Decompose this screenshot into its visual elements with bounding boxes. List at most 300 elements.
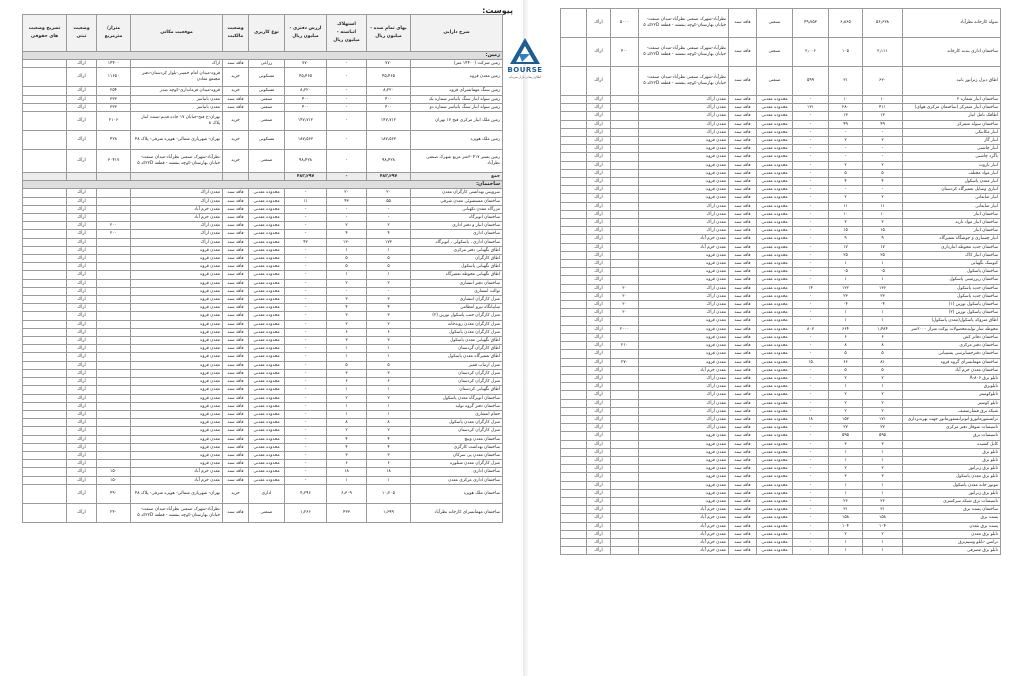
asset-description: ساختمان پاسکول توزین (۲) [903, 309, 1001, 317]
table-cell: معدن قروه [131, 460, 223, 468]
table-cell: محدوده معدنی [249, 378, 285, 386]
location-cell: معدن اراک [639, 202, 729, 210]
usage-cell: محدوده معدنی [757, 407, 793, 415]
depreciation-cell: ۵ [829, 169, 863, 177]
table-cell: اراک [67, 484, 97, 503]
location-cell: معدن اراک [639, 399, 729, 407]
table-cell: اراک [67, 271, 97, 279]
table-cell: - [285, 279, 327, 287]
table-row [561, 309, 1001, 317]
ownership-cell: فاقد سند [729, 374, 757, 382]
table-cell: فاقد سند [223, 246, 249, 254]
table-row [561, 219, 1001, 227]
ownership-cell: فاقد سند [729, 268, 757, 276]
table-cell: - [285, 287, 327, 295]
registry-cell: اراک [587, 112, 611, 120]
table-cell [97, 189, 131, 197]
table-cell: معدن قروه [131, 394, 223, 402]
area-cell: ۲۰ [611, 309, 639, 317]
empty-cell [561, 374, 587, 382]
registry-cell: اراک [587, 309, 611, 317]
table-cell: ۱ [367, 386, 411, 394]
cost-cell: ۱۳۶ [863, 284, 903, 292]
usage-cell: محدوده معدنی [757, 350, 793, 358]
table-cell: زراعی [249, 60, 285, 68]
ownership-cell: فاقد سند [729, 128, 757, 136]
empty-cell [561, 432, 587, 440]
ownership-cell: فاقد سند [729, 104, 757, 112]
table-row [561, 383, 1001, 391]
column-header: بهای تمام شده - میلیون ریال [367, 15, 411, 52]
location-cell: معدن خرم آباد [639, 547, 729, 555]
table-cell: صنعتی [249, 150, 285, 173]
asset-description: تابلو برق ۸۰۶-A [903, 374, 1001, 382]
table-cell [23, 402, 67, 410]
usage-cell: محدوده معدنی [757, 391, 793, 399]
table-cell: اراک [67, 238, 97, 246]
table-cell [97, 320, 131, 328]
asset-description: منزل کارگران معدن پاسکول [411, 328, 503, 336]
usage-cell: محدوده معدنی [757, 514, 793, 522]
ownership-cell: فاقد سند [729, 325, 757, 333]
table-cell: ۴ [367, 435, 411, 443]
table-cell: صنعتی [249, 503, 285, 522]
asset-description: ساختمان جدید پاسکول [903, 284, 1001, 292]
table-cell: ۱۴۷٫۷۱۲ [285, 112, 327, 131]
table-row [23, 112, 503, 131]
table-cell: معدن قروه [131, 378, 223, 386]
ownership-cell: فاقد سند [729, 120, 757, 128]
cost-cell: ۳ [863, 440, 903, 448]
cost-cell: ۱ [863, 456, 903, 464]
table-cell [23, 337, 67, 345]
book-value-cell: - [793, 112, 829, 120]
area-cell [611, 137, 639, 145]
table-cell: فاقد سند [223, 394, 249, 402]
location-cell: معدن قروه [639, 333, 729, 341]
table-cell [23, 394, 67, 402]
table-row [23, 386, 503, 394]
usage-cell: محدوده معدنی [757, 96, 793, 104]
asset-description: ساختمان معدن وبیچ [411, 435, 503, 443]
depreciation-cell: ۱ [829, 309, 863, 317]
table-cell: - [367, 287, 411, 295]
table-cell: خرید [223, 68, 249, 87]
location-cell: معدن اراک [639, 227, 729, 235]
table-row [561, 358, 1001, 366]
table-cell [97, 386, 131, 394]
table-cell: ۵ [327, 263, 367, 271]
asset-description: انبار باروت [903, 161, 1001, 169]
table-cell [97, 279, 131, 287]
asset-description: منزل کارگران کردستان [411, 378, 503, 386]
table-cell: فاقد سند [223, 451, 249, 459]
registry-cell: اراک [587, 399, 611, 407]
table-cell: ۵ [367, 263, 411, 271]
usage-cell: محدوده معدنی [757, 547, 793, 555]
book-value-cell: - [793, 194, 829, 202]
table-cell [23, 238, 67, 246]
table-row [561, 506, 1001, 514]
usage-cell: محدوده معدنی [757, 424, 793, 432]
location-cell: معدن قروه [639, 489, 729, 497]
ownership-cell: فاقد سند [729, 137, 757, 145]
table-cell: اراک [587, 67, 611, 96]
table-cell: اراک [67, 476, 97, 484]
book-value-cell: - [793, 243, 829, 251]
table-cell: - [327, 68, 367, 87]
table-cell: اراک [67, 279, 97, 287]
ownership-cell: فاقد سند [729, 424, 757, 432]
table-cell: ۴ [327, 435, 367, 443]
area-cell [611, 514, 639, 522]
empty-cell [561, 448, 587, 456]
asset-description: کیوسک نگهبانی [903, 260, 1001, 268]
table-cell: اراک [67, 60, 97, 68]
area-cell [611, 96, 639, 104]
table-cell: ۱ [367, 246, 411, 254]
book-value-cell: - [793, 178, 829, 186]
ownership-cell: فاقد سند [729, 219, 757, 227]
usage-cell: محدوده معدنی [757, 473, 793, 481]
asset-description: اطاق نگهبانی محوطه تعمیرگاه [411, 271, 503, 279]
cost-cell: ۳ [863, 219, 903, 227]
table-row [23, 378, 503, 386]
empty-cell [561, 325, 587, 333]
depreciation-cell: ۱۳ [829, 112, 863, 120]
asset-description: ساختمان دفتر مرکزی [903, 342, 1001, 350]
depreciation-cell: ۲ [829, 407, 863, 415]
empty-cell [561, 506, 587, 514]
asset-description: انبار معدن پاسکول [903, 178, 1001, 186]
location-cell: معدن اراک [639, 383, 729, 391]
ownership-cell: فاقد سند [729, 227, 757, 235]
empty-cell [561, 251, 587, 259]
ownership-cell: فاقد سند [729, 292, 757, 300]
table-cell: اراک [587, 38, 611, 67]
table-cell: ۴۳ [327, 197, 367, 205]
column-header: وضعیت مالکیت [223, 15, 249, 52]
registry-cell: اراک [587, 383, 611, 391]
table-cell: ۶ [367, 460, 411, 468]
empty-cell [561, 137, 587, 145]
table-cell: ۴۹٫۷۵۳ [793, 9, 829, 38]
usage-cell: محدوده معدنی [757, 440, 793, 448]
registry-cell: اراک [587, 325, 611, 333]
cost-cell: ۱ [863, 547, 903, 555]
area-cell [611, 522, 639, 530]
registry-cell: اراک [587, 374, 611, 382]
table-cell: - [367, 205, 411, 213]
book-value-cell: - [793, 432, 829, 440]
registry-cell: اراک [587, 333, 611, 341]
table-cell: اراک [67, 451, 97, 459]
table-cell [97, 337, 131, 345]
area-cell [611, 202, 639, 210]
location-cell: معدن قروه [639, 456, 729, 464]
location-cell: معدن خرم آباد [639, 514, 729, 522]
asset-description: ساختمان انبار متمرکز (ساختمان مرکزی هوای) [903, 104, 1001, 112]
asset-description: اطاق کارگران گردستان [411, 345, 503, 353]
depreciation-cell: ۰۵ [829, 268, 863, 276]
table-cell: ۸ [327, 419, 367, 427]
table-row [561, 292, 1001, 300]
usage-cell: محدوده معدنی [757, 301, 793, 309]
section-row [23, 181, 503, 189]
location-cell: معدن اراک [639, 391, 729, 399]
table-cell: نظرآباد-شهرک صنعتی نظرآباد-میدان صنعت-خیابان بهارستان-کوچه بنفشه - قطعه ۲۲Dکد ۵ [639, 9, 729, 38]
table-cell: ۶ [367, 378, 411, 386]
table-cell: ۲ [367, 279, 411, 287]
book-value-cell: - [793, 383, 829, 391]
asset-description: ساختمان اتوبرگاه معدن پاسکول [411, 394, 503, 402]
location-cell: معدن خرم آباد [639, 366, 729, 374]
table-row [561, 301, 1001, 309]
table-cell [23, 214, 67, 222]
usage-cell: محدوده معدنی [757, 522, 793, 530]
depreciation-cell: ۱۱ [829, 202, 863, 210]
table-cell: فاقد سند [223, 60, 249, 68]
asset-description: انبار گاز [903, 137, 1001, 145]
table-cell: ۷۷۰ [285, 60, 327, 68]
registry-cell: اراک [587, 440, 611, 448]
book-value-cell: - [793, 235, 829, 243]
book-value-cell: - [793, 399, 829, 407]
area-cell [611, 227, 639, 235]
registry-cell: اراک [587, 473, 611, 481]
area-cell [611, 235, 639, 243]
table-row [561, 374, 1001, 382]
table-cell: خرید [223, 112, 249, 131]
table-cell: معدن قروه [131, 255, 223, 263]
table-cell: فاقد سند [729, 38, 757, 67]
table-row [23, 263, 503, 271]
table-cell: - [285, 205, 327, 213]
table-cell: - [285, 361, 327, 369]
table-cell: اراک [67, 255, 97, 263]
ownership-cell: فاقد سند [729, 530, 757, 538]
asset-description: ساختمان اداری [411, 230, 503, 238]
table-cell: محدوده معدنی [249, 328, 285, 336]
table-row [561, 38, 1001, 67]
table-cell [97, 214, 131, 222]
table-row [561, 169, 1001, 177]
table-cell: معدن قروه [131, 402, 223, 410]
location-cell: معدن قروه [639, 178, 729, 186]
location-cell: معدن اراک [639, 374, 729, 382]
table-cell: ۴۰۰ [367, 103, 411, 111]
table-cell: ۱ [367, 410, 411, 418]
table-cell [97, 328, 131, 336]
asset-description: ساختمان پاسکول [903, 268, 1001, 276]
depreciation-cell: ۱ [829, 383, 863, 391]
table-cell: صنعتی [757, 38, 793, 67]
table-cell: ۲ [367, 427, 411, 435]
table-row [561, 317, 1001, 325]
registry-cell: اراک [587, 481, 611, 489]
area-cell [611, 399, 639, 407]
ownership-cell: فاقد سند [729, 145, 757, 153]
asset-description: ساختمان دفتر انتشاری [411, 279, 503, 287]
table-cell: فاقد سند [223, 503, 249, 522]
area-cell [611, 268, 639, 276]
usage-cell: محدوده معدنی [757, 374, 793, 382]
asset-description: ساختمان اتوبرگاه [411, 214, 503, 222]
table-cell: اراک [67, 230, 97, 238]
asset-description: باگرد چاشنی [903, 153, 1001, 161]
table-row [23, 312, 503, 320]
ownership-cell: فاقد سند [729, 178, 757, 186]
asset-description: ساختمان انبار مواد نارنه [903, 219, 1001, 227]
table-cell: محدوده معدنی [249, 296, 285, 304]
table-cell: اراک [67, 410, 97, 418]
table-cell: فاقد سند [223, 435, 249, 443]
asset-description: منزل کارگران معدن روبه‌خانه [411, 320, 503, 328]
table-row [23, 410, 503, 418]
cost-cell: ۶ [863, 333, 903, 341]
table-row [23, 345, 503, 353]
column-header: ارزش دفتری - میلیون ریال [285, 15, 327, 52]
table-row [561, 350, 1001, 358]
table-cell: - [327, 87, 367, 95]
table-row [561, 325, 1001, 333]
table-cell: ۴ [367, 304, 411, 312]
table-cell: معدن قروه [131, 443, 223, 451]
table-cell: - [285, 312, 327, 320]
asset-description: انبار چسباری و جوشگاه تعمیرگاه [903, 235, 1001, 243]
asset-description: منزل کارگران جنب پاسکول توزین (۲) [411, 312, 503, 320]
empty-cell [561, 358, 587, 366]
table-cell: ۱ [327, 410, 367, 418]
table-row [561, 120, 1001, 128]
area-cell [611, 219, 639, 227]
asset-description: منزل کارگران انتشاری [411, 296, 503, 304]
bourse-logo-icon [502, 36, 548, 66]
table-cell: فاقد سند [223, 402, 249, 410]
location-cell: معدن قروه [639, 268, 729, 276]
table-cell: فاقد سند [223, 304, 249, 312]
usage-cell: محدوده معدنی [757, 333, 793, 341]
table-cell: معدن قروه [131, 353, 223, 361]
depreciation-cell: ۲ [829, 137, 863, 145]
asset-description: انباری وسایل تعمیرگاه کردستان [903, 186, 1001, 194]
book-value-cell: - [793, 292, 829, 300]
table-cell: محدوده معدنی [249, 246, 285, 254]
table-cell: اراک [587, 9, 611, 38]
column-header: موقعیت مکانی [131, 15, 223, 52]
usage-cell: محدوده معدنی [757, 342, 793, 350]
table-cell [97, 402, 131, 410]
table-cell: - [285, 214, 327, 222]
table-cell: - [285, 386, 327, 394]
book-value-cell: ۱۴ [793, 284, 829, 292]
cost-cell: ۲ [863, 399, 903, 407]
table-cell: فاقد سند [223, 361, 249, 369]
table-cell: فاقد سند [223, 468, 249, 476]
section-row [23, 52, 503, 60]
depreciation-cell: ۵۹۵ [829, 432, 863, 440]
table-cell: ۲ [327, 427, 367, 435]
table-row [561, 522, 1001, 530]
asset-description: تابلو برق ژنراتور [903, 489, 1001, 497]
table-cell: محدوده معدنی [249, 230, 285, 238]
table-row [23, 443, 503, 451]
book-value-cell: ۱۸ [793, 415, 829, 423]
ownership-cell: فاقد سند [729, 161, 757, 169]
table-cell: ۱۱ [285, 197, 327, 205]
asset-description: شبکه برق فشارضعیف [903, 407, 1001, 415]
table-cell: خرید [223, 484, 249, 503]
table-cell: ۳ [327, 296, 367, 304]
table-cell: - [285, 468, 327, 476]
table-cell: معدن قروه [131, 427, 223, 435]
asset-description: انبار چاشنی [903, 145, 1001, 153]
table-cell: ۲ [327, 394, 367, 402]
location-cell: معدن قروه [639, 481, 729, 489]
table-cell: ۹۸٫۴۲۸ [367, 150, 411, 173]
table-row [561, 161, 1001, 169]
table-cell: فاقد سند [223, 287, 249, 295]
empty-cell [561, 489, 587, 497]
area-cell [611, 391, 639, 399]
table-cell: خرید [223, 131, 249, 150]
empty-cell [561, 67, 587, 96]
usage-cell: محدوده معدنی [757, 104, 793, 112]
cost-cell: ۵ [863, 169, 903, 177]
table-cell: اراک [67, 402, 97, 410]
table-cell: اراک [67, 443, 97, 451]
table-row [561, 465, 1001, 473]
asset-description: تابلو برق مصرفی [903, 547, 1001, 555]
table-cell: تهران- شهرپاری شمالی- هویزه شرقی- پلاک ۴۸ [131, 131, 223, 150]
table-cell: فاقد سند [223, 205, 249, 213]
book-value-cell: - [793, 497, 829, 505]
table-cell [23, 95, 67, 103]
asset-description: ساختمان دفترحسابرسی پشتیبانی [903, 350, 1001, 358]
cost-cell: ۰۴ [863, 301, 903, 309]
asset-description: تابلو برق ژنراتور [903, 465, 1001, 473]
table-cell: فاقد سند [223, 296, 249, 304]
table-cell: اراک [67, 150, 97, 173]
area-cell [611, 506, 639, 514]
location-cell: معدن اراک [639, 112, 729, 120]
usage-cell: محدوده معدنی [757, 358, 793, 366]
table-cell [23, 189, 67, 197]
empty-cell [561, 120, 587, 128]
location-cell: معدن قروه [639, 186, 729, 194]
asset-description: ساختمان انبار [903, 227, 1001, 235]
asset-description: ساختمان بهداشت کارگری [411, 443, 503, 451]
table-cell: ۲۱۰۶ [97, 112, 131, 131]
table-cell: معدن خرم آباد [131, 476, 223, 484]
asset-description: ساختمان پست برق [903, 506, 1001, 514]
registry-cell: اراک [587, 251, 611, 259]
empty-cell [131, 173, 223, 181]
location-cell: معدن اراک [639, 407, 729, 415]
empty-cell [561, 268, 587, 276]
registry-cell: اراک [587, 210, 611, 218]
table-cell: - [327, 60, 367, 68]
table-cell: محدوده معدنی [249, 189, 285, 197]
empty-cell [561, 301, 587, 309]
registry-cell: اراک [587, 350, 611, 358]
registry-cell: اراک [587, 366, 611, 374]
table-cell: ۲٫۰۰۶ [793, 38, 829, 67]
cost-cell: ۲ [863, 161, 903, 169]
book-value-cell: - [793, 128, 829, 136]
area-cell [611, 424, 639, 432]
asset-description: انبار ضایعاتی [903, 202, 1001, 210]
